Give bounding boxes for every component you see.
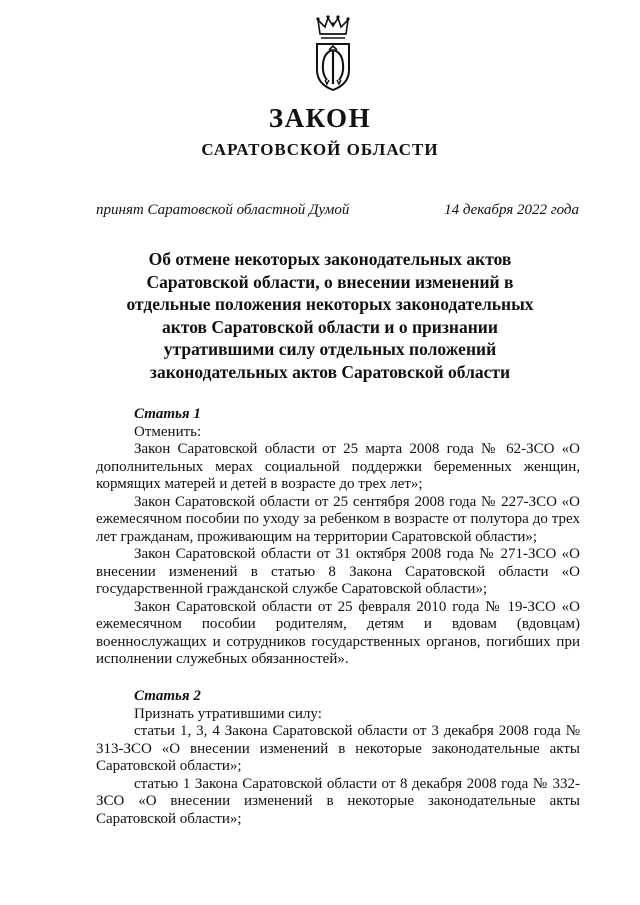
law-title-line: отдельные положения некоторых законодательных bbox=[126, 294, 534, 315]
document-subtitle: САРАТОВСКОЙ ОБЛАСТИ bbox=[201, 140, 439, 159]
adopted-by: принят Саратовской областной Думой bbox=[96, 202, 350, 218]
adopted-date: 14 декабря 2022 года bbox=[444, 202, 579, 218]
article-1-item: Закон Саратовской области от 25 сентября 2008 года № 227-ЗСО «О ежемесячном пособии по уходу за ребенком в возрасте от полутора до трех лет гражданам, проживающим на территории Саратовской области»; bbox=[96, 493, 580, 545]
law-title-line: актов Саратовской области и о признании bbox=[162, 316, 498, 337]
article-2-item: статью 1 Закона Саратовской области от 8 декабря 2008 года № 332-ЗСО «О внесении изменений в некоторые законодательные акты Саратовской области»; bbox=[96, 775, 580, 827]
article-1-item: Закон Саратовской области от 25 февраля 2010 года № 19-ЗСО «О ежемесячном пособии родителям, детям и вдовам (вдовцам) военнослужащих и сотрудников государственных органов, погибших при исполнении служебных обязанностей». bbox=[96, 598, 580, 667]
article-1 bbox=[96, 406, 580, 669]
law-title-line: Об отмене некоторых законодательных актов bbox=[148, 249, 512, 269]
law-title-line: законодательных актов Саратовской области bbox=[149, 361, 511, 382]
article-1-item: Закон Саратовской области от 25 марта 2008 года № 62-ЗСО «О дополнительных мерах социальной поддержки беременных женщин, кормящих матерей и детей в возрасте до трех лет»; bbox=[96, 441, 580, 492]
article-2 bbox=[96, 688, 580, 828]
article-1-intro: Отменить: bbox=[134, 423, 202, 440]
article-2-title: Статья 2 bbox=[134, 688, 201, 704]
document-title: ЗАКОН bbox=[268, 103, 372, 133]
law-title-line: Саратовской области, о внесении изменений в bbox=[146, 271, 514, 292]
article-2-item: статьи 1, 3, 4 Закона Саратовской области от 3 декабря 2008 года № 313-ЗСО «О внесении изменений в некоторые законодательные акты Саратовской области»; bbox=[96, 723, 580, 774]
article-1-title: Статья 1 bbox=[134, 406, 201, 422]
law-title-line: утратившими силу отдельных положений bbox=[163, 339, 497, 360]
article-1-item: Закон Саратовской области от 31 октября 2008 года № 271-ЗСО «О внесении изменений в статью 8 Закона Саратовской области «О государственной гражданской службе Саратовской области»; bbox=[96, 546, 580, 597]
law-title bbox=[120, 248, 540, 384]
saratov-coat-of-arms-icon bbox=[314, 14, 352, 92]
article-2-intro: Признать утратившими силу: bbox=[134, 705, 322, 722]
